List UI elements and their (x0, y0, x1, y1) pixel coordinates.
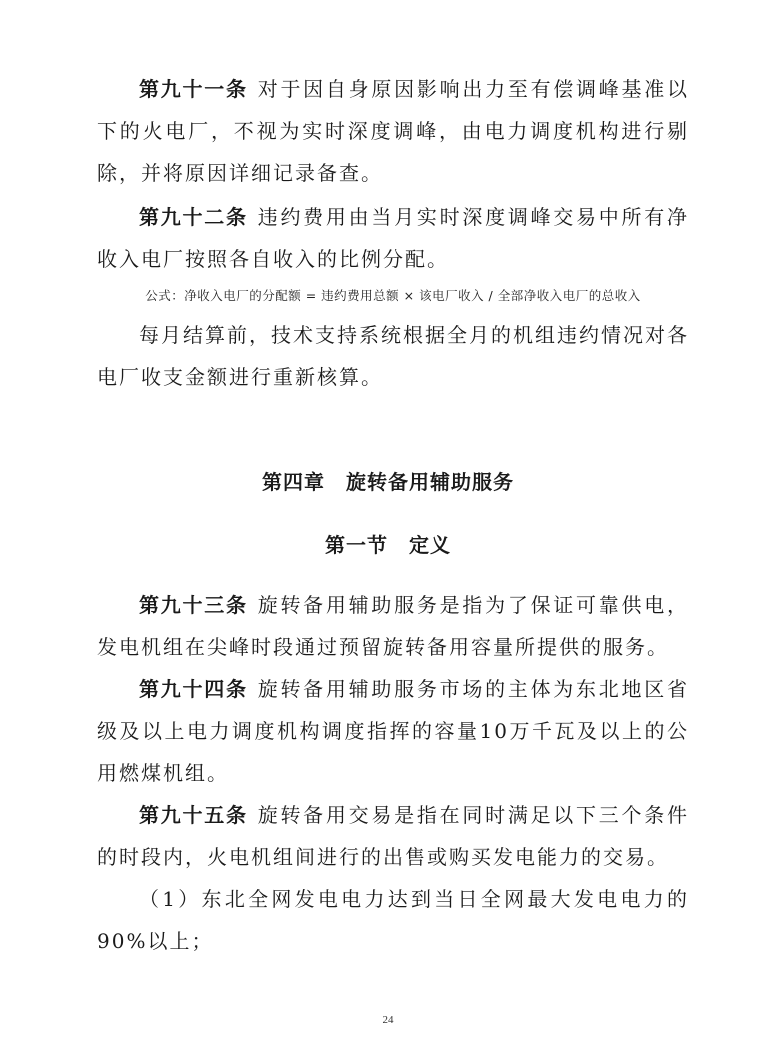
page-number: 24 (382, 1014, 394, 1026)
article-95 (97, 794, 689, 878)
article-number: 第九十二条 (139, 205, 248, 229)
article-text: 旋转备用辅助服务是指为了保证可靠供电，发电机组在尖峰时段通过预留旋转备用容量所提供的服务。 (97, 593, 690, 659)
article-number: 第九十一条 (139, 77, 248, 101)
chapter-title: 第四章 旋转备用辅助服务 (262, 470, 514, 494)
formula-line: 公式：净收入电厂的分配额 = 违约费用总额 × 该电厂收入 / 全部净收入电厂的总收入 (145, 288, 641, 303)
article-91 (97, 68, 689, 194)
article-94 (97, 668, 689, 794)
article-text: 违约费用由当月实时深度调峰交易中所有净收入电厂按照各自收入的比例分配。 (97, 205, 690, 271)
article-92 (97, 196, 689, 280)
article-number: 第九十三条 (139, 593, 248, 617)
article-text: 对于因自身原因影响出力至有偿调峰基准以下的火电厂，不视为实时深度调峰，由电力调度机构进行剔除，并将原因详细记录备查。 (97, 77, 690, 185)
section-title: 第一节 定义 (325, 533, 451, 557)
settlement-paragraph: 每月结算前，技术支持系统根据全月的机组违约情况对各电厂收支金额进行重新核算。 (97, 323, 689, 389)
article-text: 旋转备用辅助服务市场的主体为东北地区省级及以上电力调度机构调度指挥的容量10万千瓦及以上的公用燃煤机组。 (97, 677, 690, 785)
article-93 (97, 584, 689, 668)
article-text: 旋转备用交易是指在同时满足以下三个条件的时段内，火电机组间进行的出售或购买发电能力的交易。 (97, 803, 690, 869)
article-number: 第九十四条 (139, 677, 248, 701)
condition-1: （1）东北全网发电电力达到当日全网最大发电电力的 90%以上； (97, 887, 689, 953)
article-number: 第九十五条 (139, 803, 248, 827)
